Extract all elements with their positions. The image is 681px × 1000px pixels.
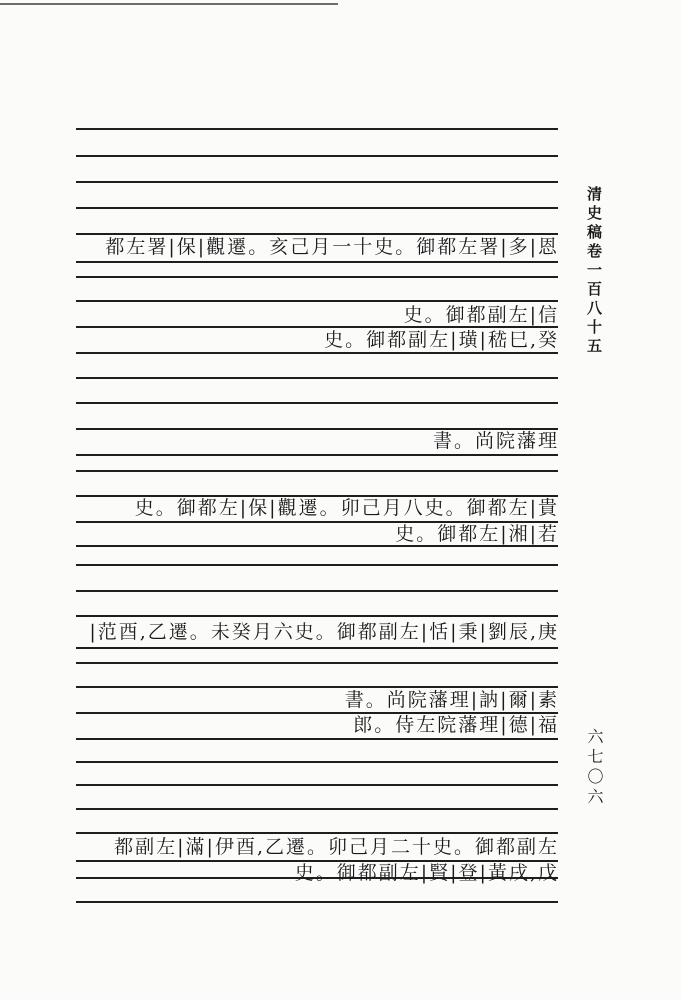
table-text-line: 史。御都副左|賢|登|黃戌,戊 xyxy=(294,862,559,884)
table-text-line: 史。御都左|湘|若 xyxy=(395,523,559,545)
table-rule xyxy=(76,808,558,810)
table-rule xyxy=(76,155,558,157)
table-rule xyxy=(76,181,558,183)
table-rule xyxy=(76,662,558,664)
table-text-line: |范酉,乙遷。未癸月六史。御都副左|恬|秉|劉辰,庚 xyxy=(89,621,559,643)
table-text-line: 史。御都副左|信 xyxy=(403,304,559,326)
table-rule xyxy=(76,377,558,379)
table-rule xyxy=(76,590,558,592)
table-text-line: 史。御都左|保|觀遷。卯己月八史。御都左|貴 xyxy=(134,497,559,519)
table-text-line: 都副左|滿|伊酉,乙遷。卯己月二十史。御都副左 xyxy=(114,836,559,858)
table-text-line: 都左署|保|觀遷。亥己月一十史。御都左署|多|恩 xyxy=(105,236,559,258)
table-rule xyxy=(76,261,558,263)
table-rule xyxy=(76,647,558,649)
table-rule xyxy=(76,784,558,786)
table-rule xyxy=(76,470,558,472)
table-text-line: 史。御都副左|璜|嵇巳,癸 xyxy=(324,329,559,351)
table-rule xyxy=(76,901,558,903)
scan-edge-bar xyxy=(0,3,338,5)
table-rule xyxy=(76,402,558,404)
table-text-line: 書。尚院藩理 xyxy=(432,430,559,452)
running-head: 清史稿卷一百八十五 xyxy=(585,186,603,357)
table-rule xyxy=(76,207,558,209)
table-rule xyxy=(76,454,558,456)
table-rule xyxy=(76,276,558,278)
page-number: 六七〇六 xyxy=(585,728,604,808)
table-text-line: 郎。侍左院藩理|德|福 xyxy=(353,714,559,736)
table-rule xyxy=(76,738,558,740)
table-text-line: 書。尚院藩理|訥|爾|素 xyxy=(344,689,559,711)
table-rule xyxy=(76,128,558,130)
table-rule xyxy=(76,615,558,617)
table-rule xyxy=(76,564,558,566)
table-rule xyxy=(76,761,558,763)
